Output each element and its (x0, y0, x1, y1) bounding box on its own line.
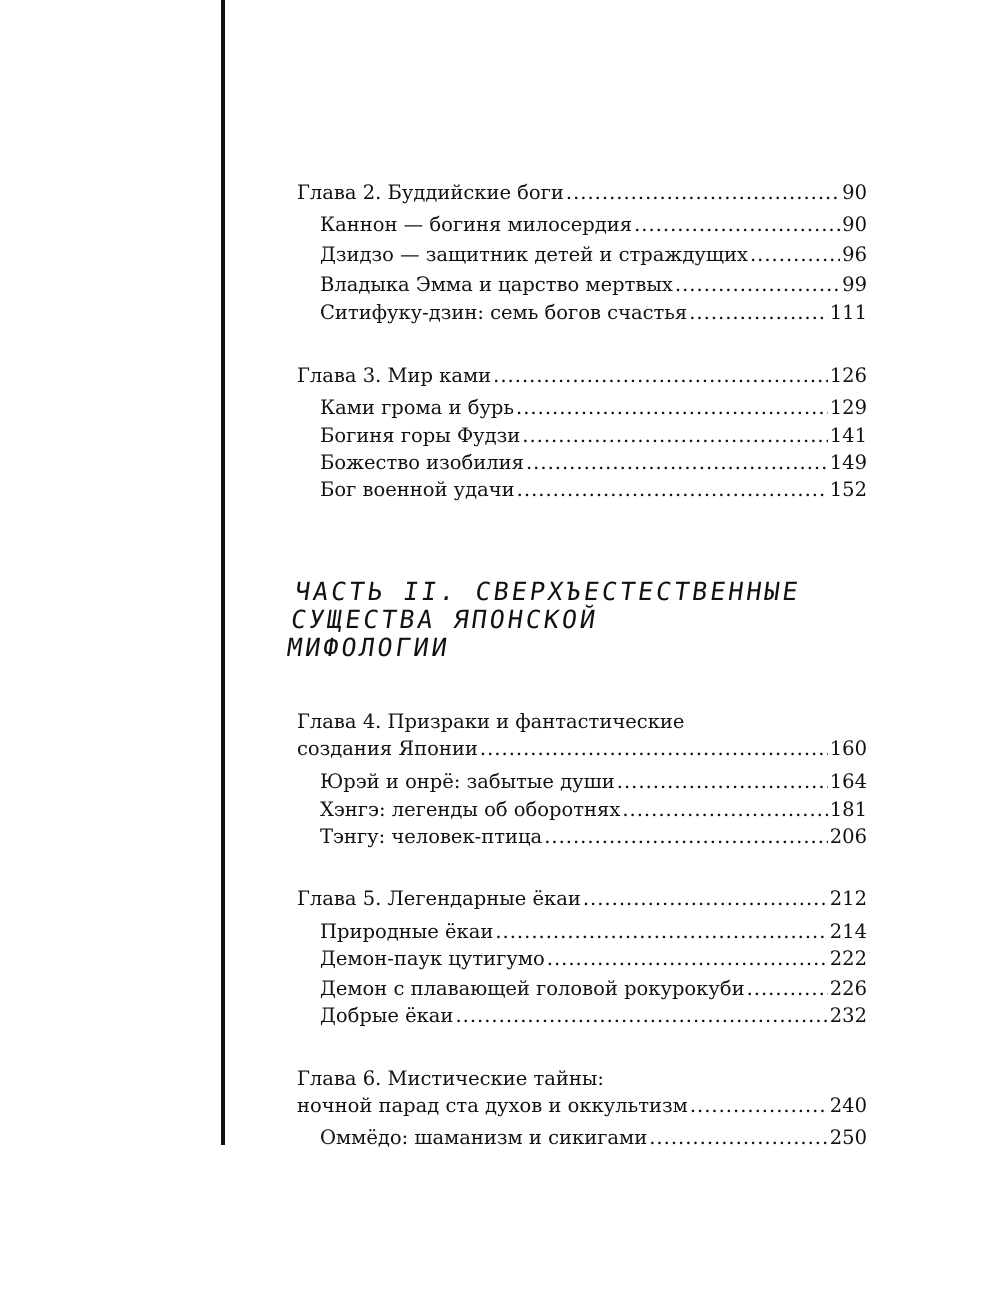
toc-entry-title: Хэнгэ: легенды об оборотнях (320, 798, 621, 821)
toc-leader-dots (522, 422, 828, 450)
toc-entry-title: Глава 2. Буддийские боги (297, 181, 564, 204)
toc-page-number: 160 (829, 737, 867, 760)
toc-leader-dots (675, 271, 840, 299)
toc-page-number: 126 (829, 364, 867, 387)
toc-leader-dots (750, 241, 840, 269)
toc-page-number: 141 (829, 424, 867, 447)
toc-entry-title: Глава 3. Мир ками (297, 364, 492, 387)
toc-page-number: 214 (829, 920, 867, 943)
toc-entry-title: Ситифуку-дзин: семь богов счастья (320, 301, 688, 324)
toc-entry[interactable] (320, 823, 867, 851)
toc-entry[interactable] (320, 422, 867, 450)
toc-entry-title: Оммёдо: шаманизм и сикигами (320, 1126, 648, 1149)
toc-leader-dots (526, 449, 828, 477)
toc-chapter-2[interactable] (297, 179, 867, 207)
toc-entry-title: Владыка Эмма и царство мертвых (320, 273, 673, 296)
toc-page-number: 232 (829, 1004, 867, 1027)
toc-entry-title: Каннон — богиня милосердия (320, 213, 633, 236)
toc-entry-title: Дзидзо — защитник детей и страждущих (320, 243, 748, 266)
toc-page-number: 240 (829, 1094, 867, 1117)
toc-entry-title: создания Японии (297, 737, 478, 760)
toc-leader-dots (493, 362, 828, 390)
toc-leader-dots (455, 1002, 827, 1030)
toc-entry-title: Природные ёкаи (320, 920, 494, 943)
toc-page-number: 99 (842, 273, 867, 296)
toc-page-number: 152 (829, 478, 867, 501)
toc-leader-dots (689, 299, 828, 327)
toc-entry[interactable] (320, 299, 867, 327)
toc-chapter-6[interactable] (297, 1092, 867, 1120)
margin-rule (221, 0, 225, 1145)
toc-entry-title: ночной парад ста духов и оккультизм (297, 1094, 688, 1117)
toc-leader-dots (747, 975, 828, 1003)
toc-chapter-4-title-line: Глава 4. Призраки и фантастические (297, 710, 685, 733)
toc-leader-dots (617, 768, 828, 796)
toc-leader-dots (544, 823, 828, 851)
toc-leader-dots (495, 918, 827, 946)
toc-leader-dots (622, 796, 827, 824)
toc-entry-title: Добрые ёкаи (320, 1004, 454, 1027)
toc-entry[interactable] (320, 211, 867, 239)
toc-entry[interactable] (320, 241, 867, 269)
toc-leader-dots (547, 945, 828, 973)
toc-leader-dots (517, 476, 828, 504)
toc-leader-dots (690, 1092, 828, 1120)
toc-page-number: 206 (829, 825, 867, 848)
toc-entry[interactable] (320, 768, 867, 796)
toc-entry[interactable] (320, 271, 867, 299)
toc-entry[interactable] (320, 449, 867, 477)
part-heading (285, 578, 867, 662)
toc-page-number: 212 (829, 887, 867, 910)
toc-entry[interactable] (320, 945, 867, 973)
toc-entry-title: Тэнгу: человек-птица (320, 825, 543, 848)
toc-entry[interactable] (320, 1124, 867, 1152)
toc-leader-dots (634, 211, 840, 239)
toc-page-number: 226 (829, 977, 867, 1000)
toc-entry[interactable] (320, 1002, 867, 1030)
toc-leader-dots (649, 1124, 828, 1152)
toc-entry[interactable] (320, 394, 867, 422)
toc-entry[interactable] (320, 975, 867, 1003)
toc-entry-title: Глава 5. Легендарные ёкаи (297, 887, 581, 910)
toc-chapter-6-title-line: Глава 6. Мистические тайны: (297, 1067, 604, 1090)
toc-entry-title: Божество изобилия (320, 451, 524, 474)
toc-entry[interactable] (320, 918, 867, 946)
toc-page-number: 222 (829, 947, 867, 970)
toc-entry[interactable] (320, 796, 867, 824)
toc-chapter-3[interactable] (297, 362, 867, 390)
toc-chapter-4[interactable] (297, 735, 867, 763)
toc-entry-title: Богиня горы Фудзи (320, 424, 521, 447)
toc-entry-title: Бог военной удачи (320, 478, 515, 501)
part-heading-line: ЧАСТЬ II. СВЕРХЪЕСТЕСТВЕННЫЕ (293, 577, 803, 606)
toc-page-number: 149 (829, 451, 867, 474)
toc-page-number: 90 (842, 181, 867, 204)
toc-leader-dots (583, 885, 828, 913)
toc-page-number: 96 (842, 243, 867, 266)
toc-entry-title: Демон с плавающей головой рокурокуби (320, 977, 745, 1000)
toc-leader-dots (516, 394, 828, 422)
toc-leader-dots (480, 735, 828, 763)
part-heading-line: МИФОЛОГИИ (285, 633, 452, 662)
toc-entry[interactable] (320, 476, 867, 504)
toc-entry-title: Демон-паук цутигумо (320, 947, 545, 970)
toc-page-number: 129 (829, 396, 867, 419)
toc-page-number: 164 (829, 770, 867, 793)
toc-chapter-5[interactable] (297, 885, 867, 913)
toc-leader-dots (566, 179, 840, 207)
toc-page-number: 90 (842, 213, 867, 236)
toc-page-number: 111 (829, 301, 867, 324)
toc-page-number: 181 (829, 798, 867, 821)
part-heading-line: СУЩЕСТВА ЯПОНСКОЙ (289, 605, 601, 634)
toc-page-number: 250 (829, 1126, 867, 1149)
toc-entry-title: Юрэй и онрё: забытые души (320, 770, 615, 793)
toc-entry-title: Ками грома и бурь (320, 396, 515, 419)
